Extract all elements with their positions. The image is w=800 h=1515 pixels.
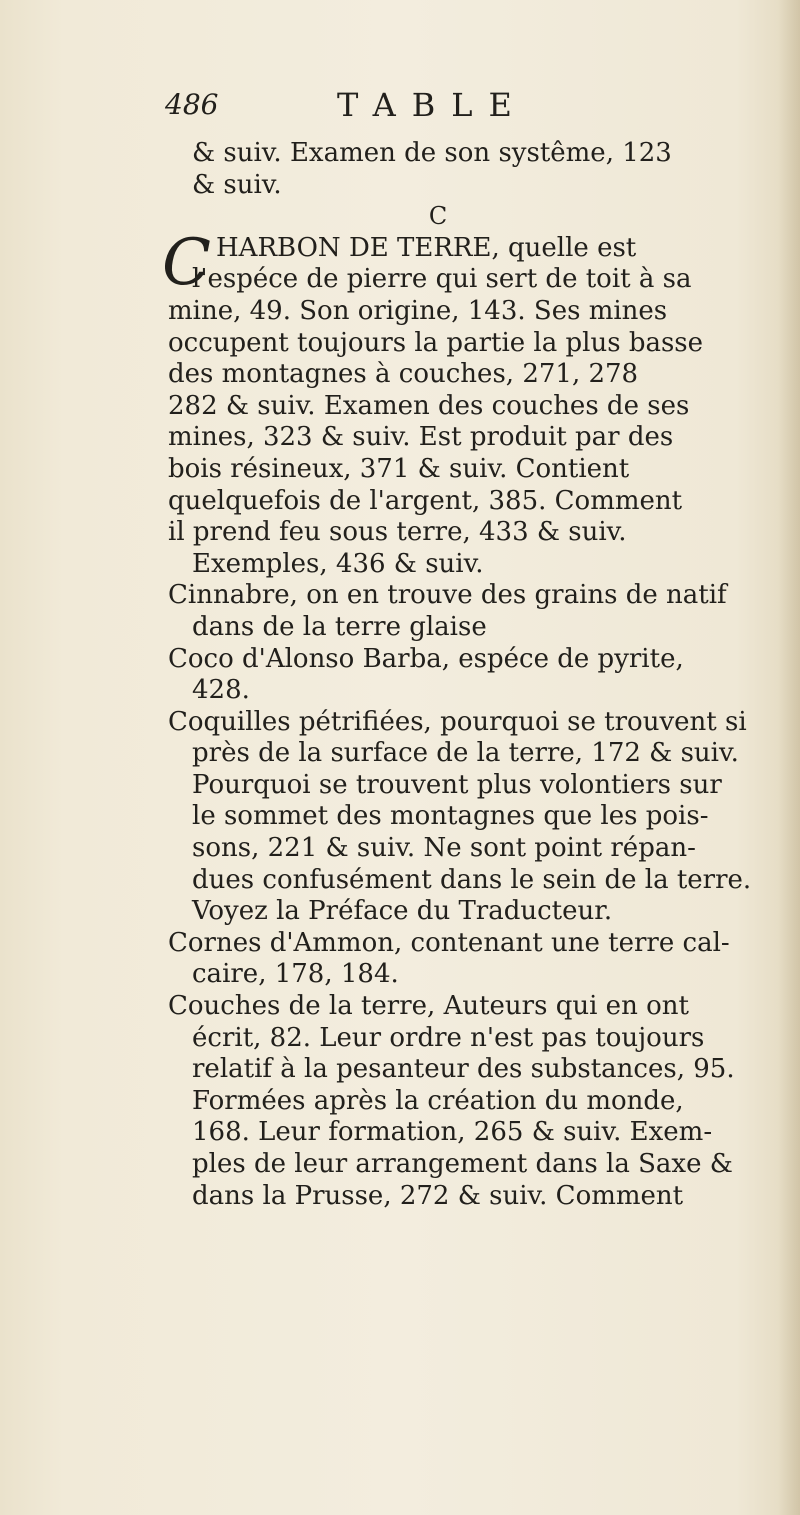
text-line: des montagnes à couches, 271, 278 xyxy=(168,359,639,390)
text-line: bois résineux, 371 & suiv. Contient xyxy=(168,453,630,484)
text-line: quelquefois de l'argent, 385. Comment xyxy=(168,485,683,516)
text-line: 282 & suiv. Examen des couches de ses xyxy=(168,390,690,421)
text-line: Couches de la terre, Auteurs qui en ont xyxy=(168,991,689,1022)
text-line: occupent toujours la partie la plus basse xyxy=(168,327,704,358)
index-text xyxy=(162,138,752,1212)
text-line: caire, 178, 184. xyxy=(192,959,399,990)
drop-cap: C xyxy=(162,225,211,300)
text-line: l'espéce de pierre qui sert de toit à sa xyxy=(192,264,692,295)
text-line: écrit, 82. Leur ordre n'est pas toujours xyxy=(192,1022,705,1053)
text-line: sons, 221 & suiv. Ne sont point répan- xyxy=(192,833,696,864)
text-line: Cornes d'Ammon, contenant une terre cal- xyxy=(168,927,730,958)
text-line: Cinnabre, on en trouve des grains de natif xyxy=(168,580,727,611)
text-line: le sommet des montagnes que les pois- xyxy=(192,801,709,832)
text-line: Coco d'Alonso Barba, espéce de pyrite, xyxy=(168,643,684,674)
text-line: Coquilles pétrifiées, pourquoi se trouvent si xyxy=(168,706,747,737)
text-line: & suiv. Examen de son systême, 123 xyxy=(192,138,672,168)
text-line: mine, 49. Son origine, 143. Ses mines xyxy=(168,295,668,326)
page-edge-shadow xyxy=(778,0,800,1515)
text-line: 168. Leur formation, 265 & suiv. Exem- xyxy=(192,1117,713,1148)
text-line: près de la surface de la terre, 172 & suiv. xyxy=(192,738,739,769)
text-line: ples de leur arrangement dans la Saxe & xyxy=(192,1149,733,1179)
section-letter: C xyxy=(428,202,448,231)
running-head: TABLE xyxy=(337,86,528,124)
entry-heading: HARBON DE TERRE, quelle est xyxy=(216,232,637,263)
text-line: dues confusément dans le sein de la terre. xyxy=(192,864,752,895)
text-line: dans la Prusse, 272 & suiv. Comment xyxy=(192,1180,684,1211)
text-line: il prend feu sous terre, 433 & suiv. xyxy=(168,517,627,548)
page-number: 486 xyxy=(165,88,219,121)
text-line: relatif à la pesanteur des substances, 95. xyxy=(192,1054,735,1085)
text-line: Exemples, 436 & suiv. xyxy=(192,548,484,579)
text-line: & suiv. xyxy=(192,169,282,200)
text-line: mines, 323 & suiv. Est produit par des xyxy=(168,422,674,453)
text-line: Formées après la création du monde, xyxy=(192,1085,684,1116)
text-line: Pourquoi se trouvent plus volontiers sur xyxy=(192,769,722,800)
text-line: Voyez la Préface du Traducteur. xyxy=(192,896,613,927)
text-line: dans de la terre glaise xyxy=(192,611,487,642)
text-line: 428. xyxy=(192,675,250,706)
page-header xyxy=(165,88,725,128)
